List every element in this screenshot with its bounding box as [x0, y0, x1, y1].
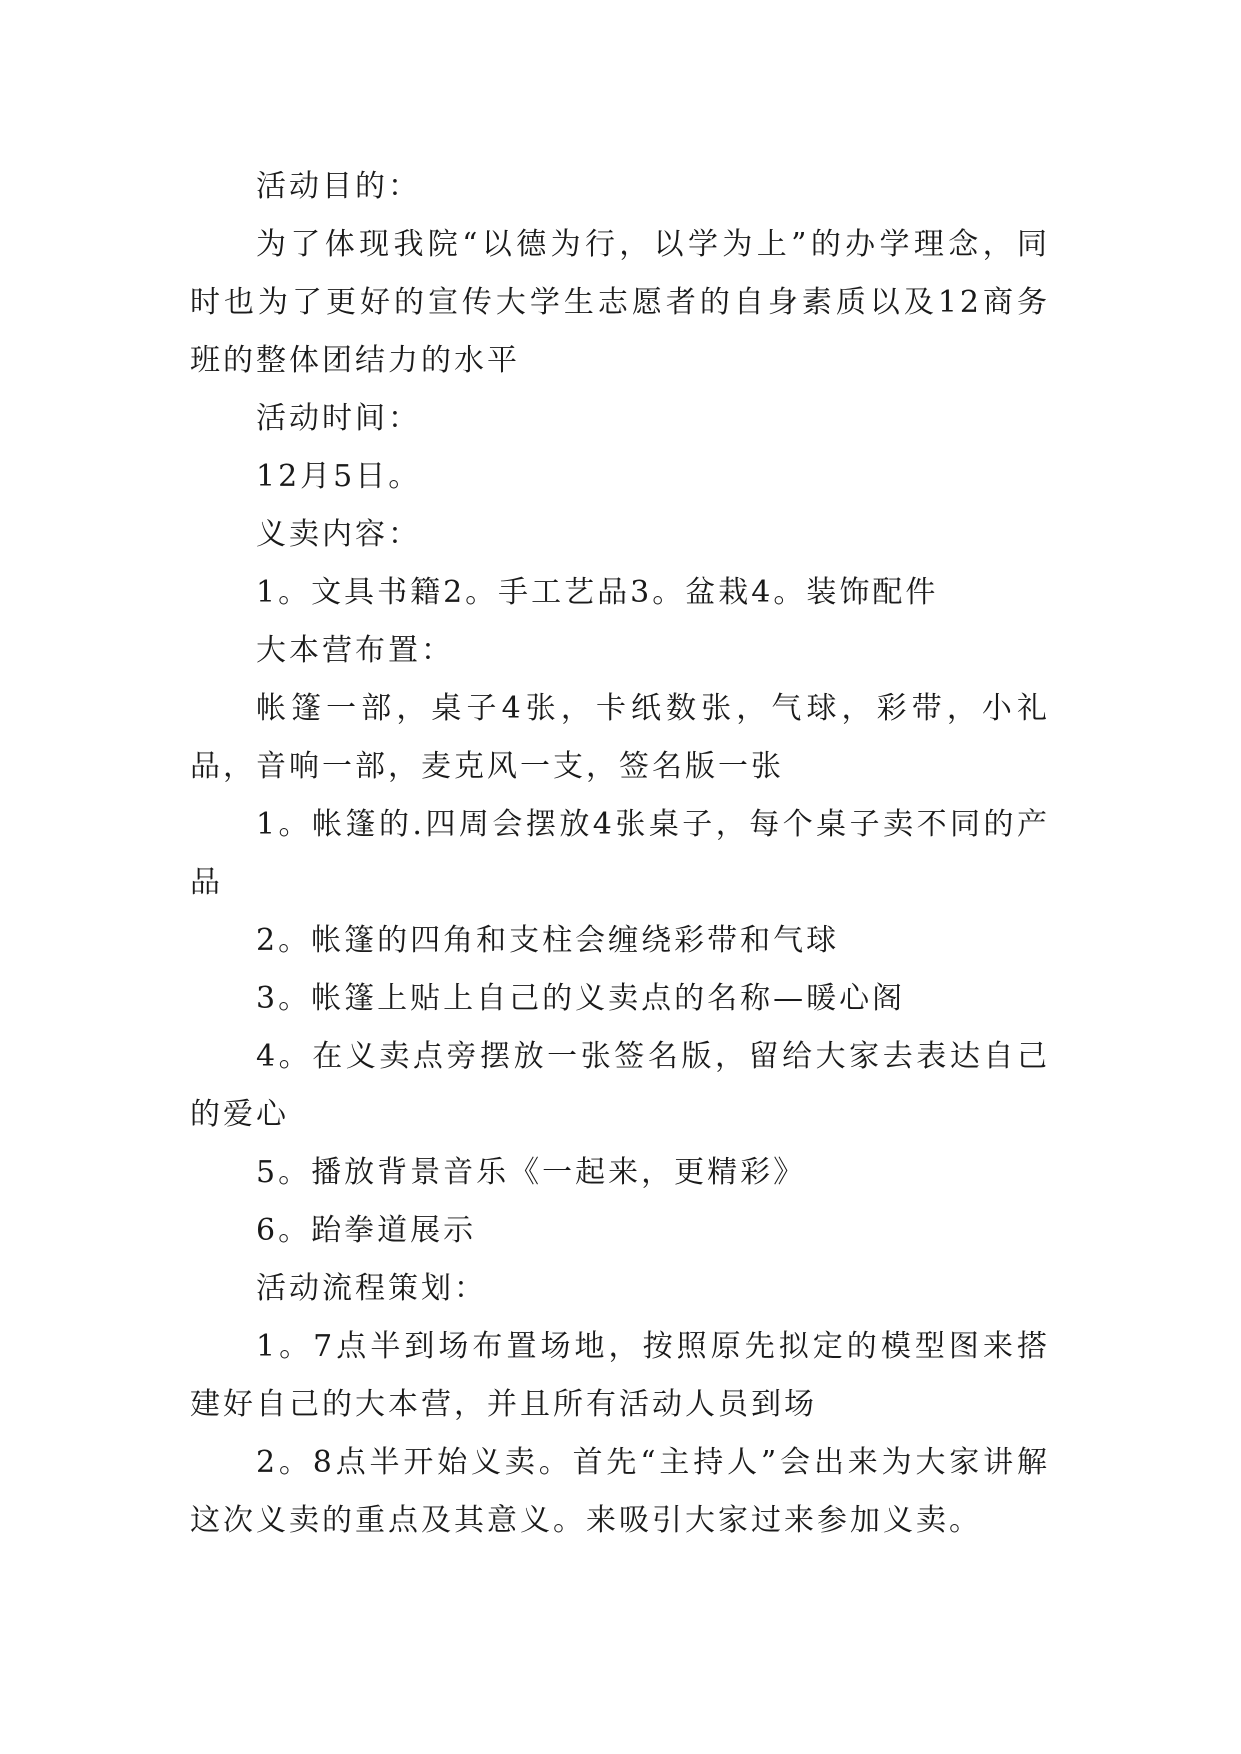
document-body: [190, 158, 1050, 1550]
heading-content: 义卖内容：: [256, 517, 421, 552]
list-item-layout-6: 6。跆拳道展示: [256, 1213, 477, 1248]
list-item-layout-5: 5。播放背景音乐《一起来，更精彩》: [256, 1155, 807, 1190]
list-item-process-2: 2。8点半开始义卖。首先“主持人”会出来为大家讲解这次义卖的重点及其意义。来吸引大家过来参加义卖。: [190, 1445, 1050, 1538]
list-item-layout-4: 4。在义卖点旁摆放一张签名版，留给大家去表达自己的爱心: [190, 1039, 1050, 1132]
heading-time: 活动时间：: [256, 401, 421, 436]
list-item-layout-1: 1。帐篷的.四周会摆放4张桌子，每个桌子卖不同的产品: [190, 807, 1050, 900]
paragraph-time: 12月5日。: [256, 459, 422, 494]
heading-purpose: 活动目的：: [256, 169, 421, 204]
paragraph-purpose: 为了体现我院“以德为行，以学为上”的办学理念，同时也为了更好的宣传大学生志愿者的自身素质以及12商务班的整体团结力的水平: [190, 227, 1050, 378]
paragraph-base-items: 帐篷一部，桌子4张，卡纸数张，气球，彩带，小礼品，音响一部，麦克风一支，签名版一张: [190, 691, 1050, 784]
list-item-layout-2: 2。帐篷的四角和支柱会缠绕彩带和气球: [256, 923, 840, 958]
list-item-process-1: 1。7点半到场布置场地，按照原先拟定的模型图来搭建好自己的大本营，并且所有活动人员到场: [190, 1329, 1050, 1422]
paragraph-content: 1。文具书籍2。手工艺品3。盆栽4。装饰配件: [256, 575, 939, 610]
list-item-layout-3: 3。帐篷上贴上自己的义卖点的名称—暖心阁: [256, 981, 906, 1016]
heading-base-layout: 大本营布置：: [256, 633, 454, 668]
heading-process: 活动流程策划：: [256, 1271, 487, 1306]
